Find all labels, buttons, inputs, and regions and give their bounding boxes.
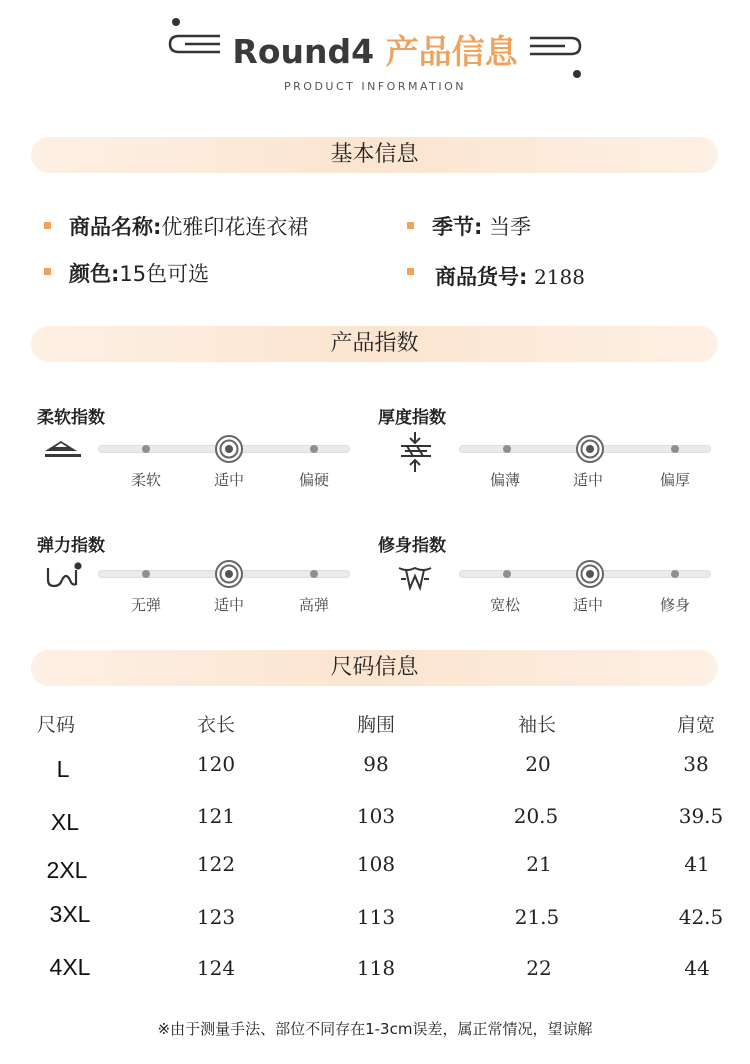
table-cell: 44 [684,956,710,980]
size-cell: XL [50,809,80,835]
size-cell: 3XL [49,901,91,927]
index-label: 无弹 [130,596,161,614]
index-label: 修身 [659,596,690,614]
index-selected-marker [575,434,605,468]
index-selected-marker [575,559,605,593]
info-value: 15色可选 [119,262,210,286]
section-bar-basic-info: 基本信息 [31,137,718,173]
brand-subtitle-cn: 产品信息 [385,32,518,71]
info-label: 颜色: [69,262,120,286]
column-header-sleeve: 袖长 [517,714,556,736]
bullet-icon [44,268,51,275]
index-title-elasticity: 弹力指数 [37,536,105,556]
index-label: 偏硬 [298,471,329,489]
table-cell: 122 [196,852,236,876]
index-label: 适中 [572,596,603,614]
index-point [671,570,679,578]
info-value: 2188 [534,265,585,289]
index-label: 高弹 [298,596,329,614]
index-label: 偏薄 [489,471,520,489]
column-header-size: 尺码 [37,714,76,736]
index-selected-marker [214,559,244,593]
info-label: 商品名称: [69,215,162,239]
index-label: 适中 [213,596,244,614]
table-cell: 118 [356,956,396,980]
stretch-icon [44,560,84,594]
table-cell: 41 [684,852,710,876]
index-title-fit: 修身指数 [378,536,446,556]
info-item-product-name [69,211,308,241]
info-value: 优雅印花连衣裙 [161,215,309,239]
table-cell: 121 [196,804,236,828]
thickness-icon [397,430,437,480]
table-cell: 38 [683,752,709,776]
section-bar-size-info: 尺码信息 [31,650,718,686]
table-cell: 22 [526,956,552,980]
header-decoration-right [525,24,585,80]
header-title [0,26,750,73]
index-label: 适中 [213,471,244,489]
index-title-thickness: 厚度指数 [378,408,446,428]
info-label: 商品货号: [435,265,528,289]
measurement-footnote: ※由于测量手法、部位不同存在1-3cm误差，属正常情况，望谅解 [157,1020,593,1038]
table-cell: 98 [363,752,389,776]
table-cell: 113 [356,905,396,929]
index-point [671,445,679,453]
index-point [142,570,150,578]
size-cell: 2XL [46,857,88,883]
index-point [503,570,511,578]
table-cell: 39.5 [678,804,724,828]
section-bar-product-index: 产品指数 [31,326,718,362]
table-cell: 21.5 [514,905,560,929]
bullet-icon [407,268,414,275]
index-label: 柔软 [130,471,161,489]
column-header-bust: 胸围 [356,714,395,736]
fit-icon [397,562,437,596]
index-label: 宽松 [489,596,520,614]
index-point [142,445,150,453]
table-cell: 42.5 [678,905,724,929]
table-cell: 20.5 [513,804,559,828]
index-label: 偏厚 [659,471,690,489]
table-cell: 123 [196,905,236,929]
table-cell: 20 [525,752,551,776]
index-selected-marker [214,434,244,468]
size-cell: 4XL [49,954,91,980]
index-point [310,445,318,453]
info-item-article-number [435,261,585,291]
info-item-season [432,211,531,241]
index-point [310,570,318,578]
table-cell: 21 [526,852,552,876]
index-point [503,445,511,453]
bullet-icon [407,222,414,229]
brand-name: Round4 [232,32,375,71]
info-item-color [69,258,209,288]
header-subtitle: PRODUCT INFORMATION [284,80,466,93]
index-title-softness: 柔软指数 [37,408,105,428]
info-label: 季节: [432,215,483,239]
bullet-icon [44,222,51,229]
table-cell: 120 [196,752,236,776]
table-cell: 103 [356,804,396,828]
info-value: 当季 [489,215,532,239]
column-header-shoulder: 肩宽 [676,714,715,736]
column-header-length: 衣长 [196,714,235,736]
size-cell: L [56,756,70,782]
table-cell: 108 [356,852,396,876]
table-cell: 124 [196,956,236,980]
index-label: 适中 [572,471,603,489]
fabric-soft-icon [43,437,83,467]
